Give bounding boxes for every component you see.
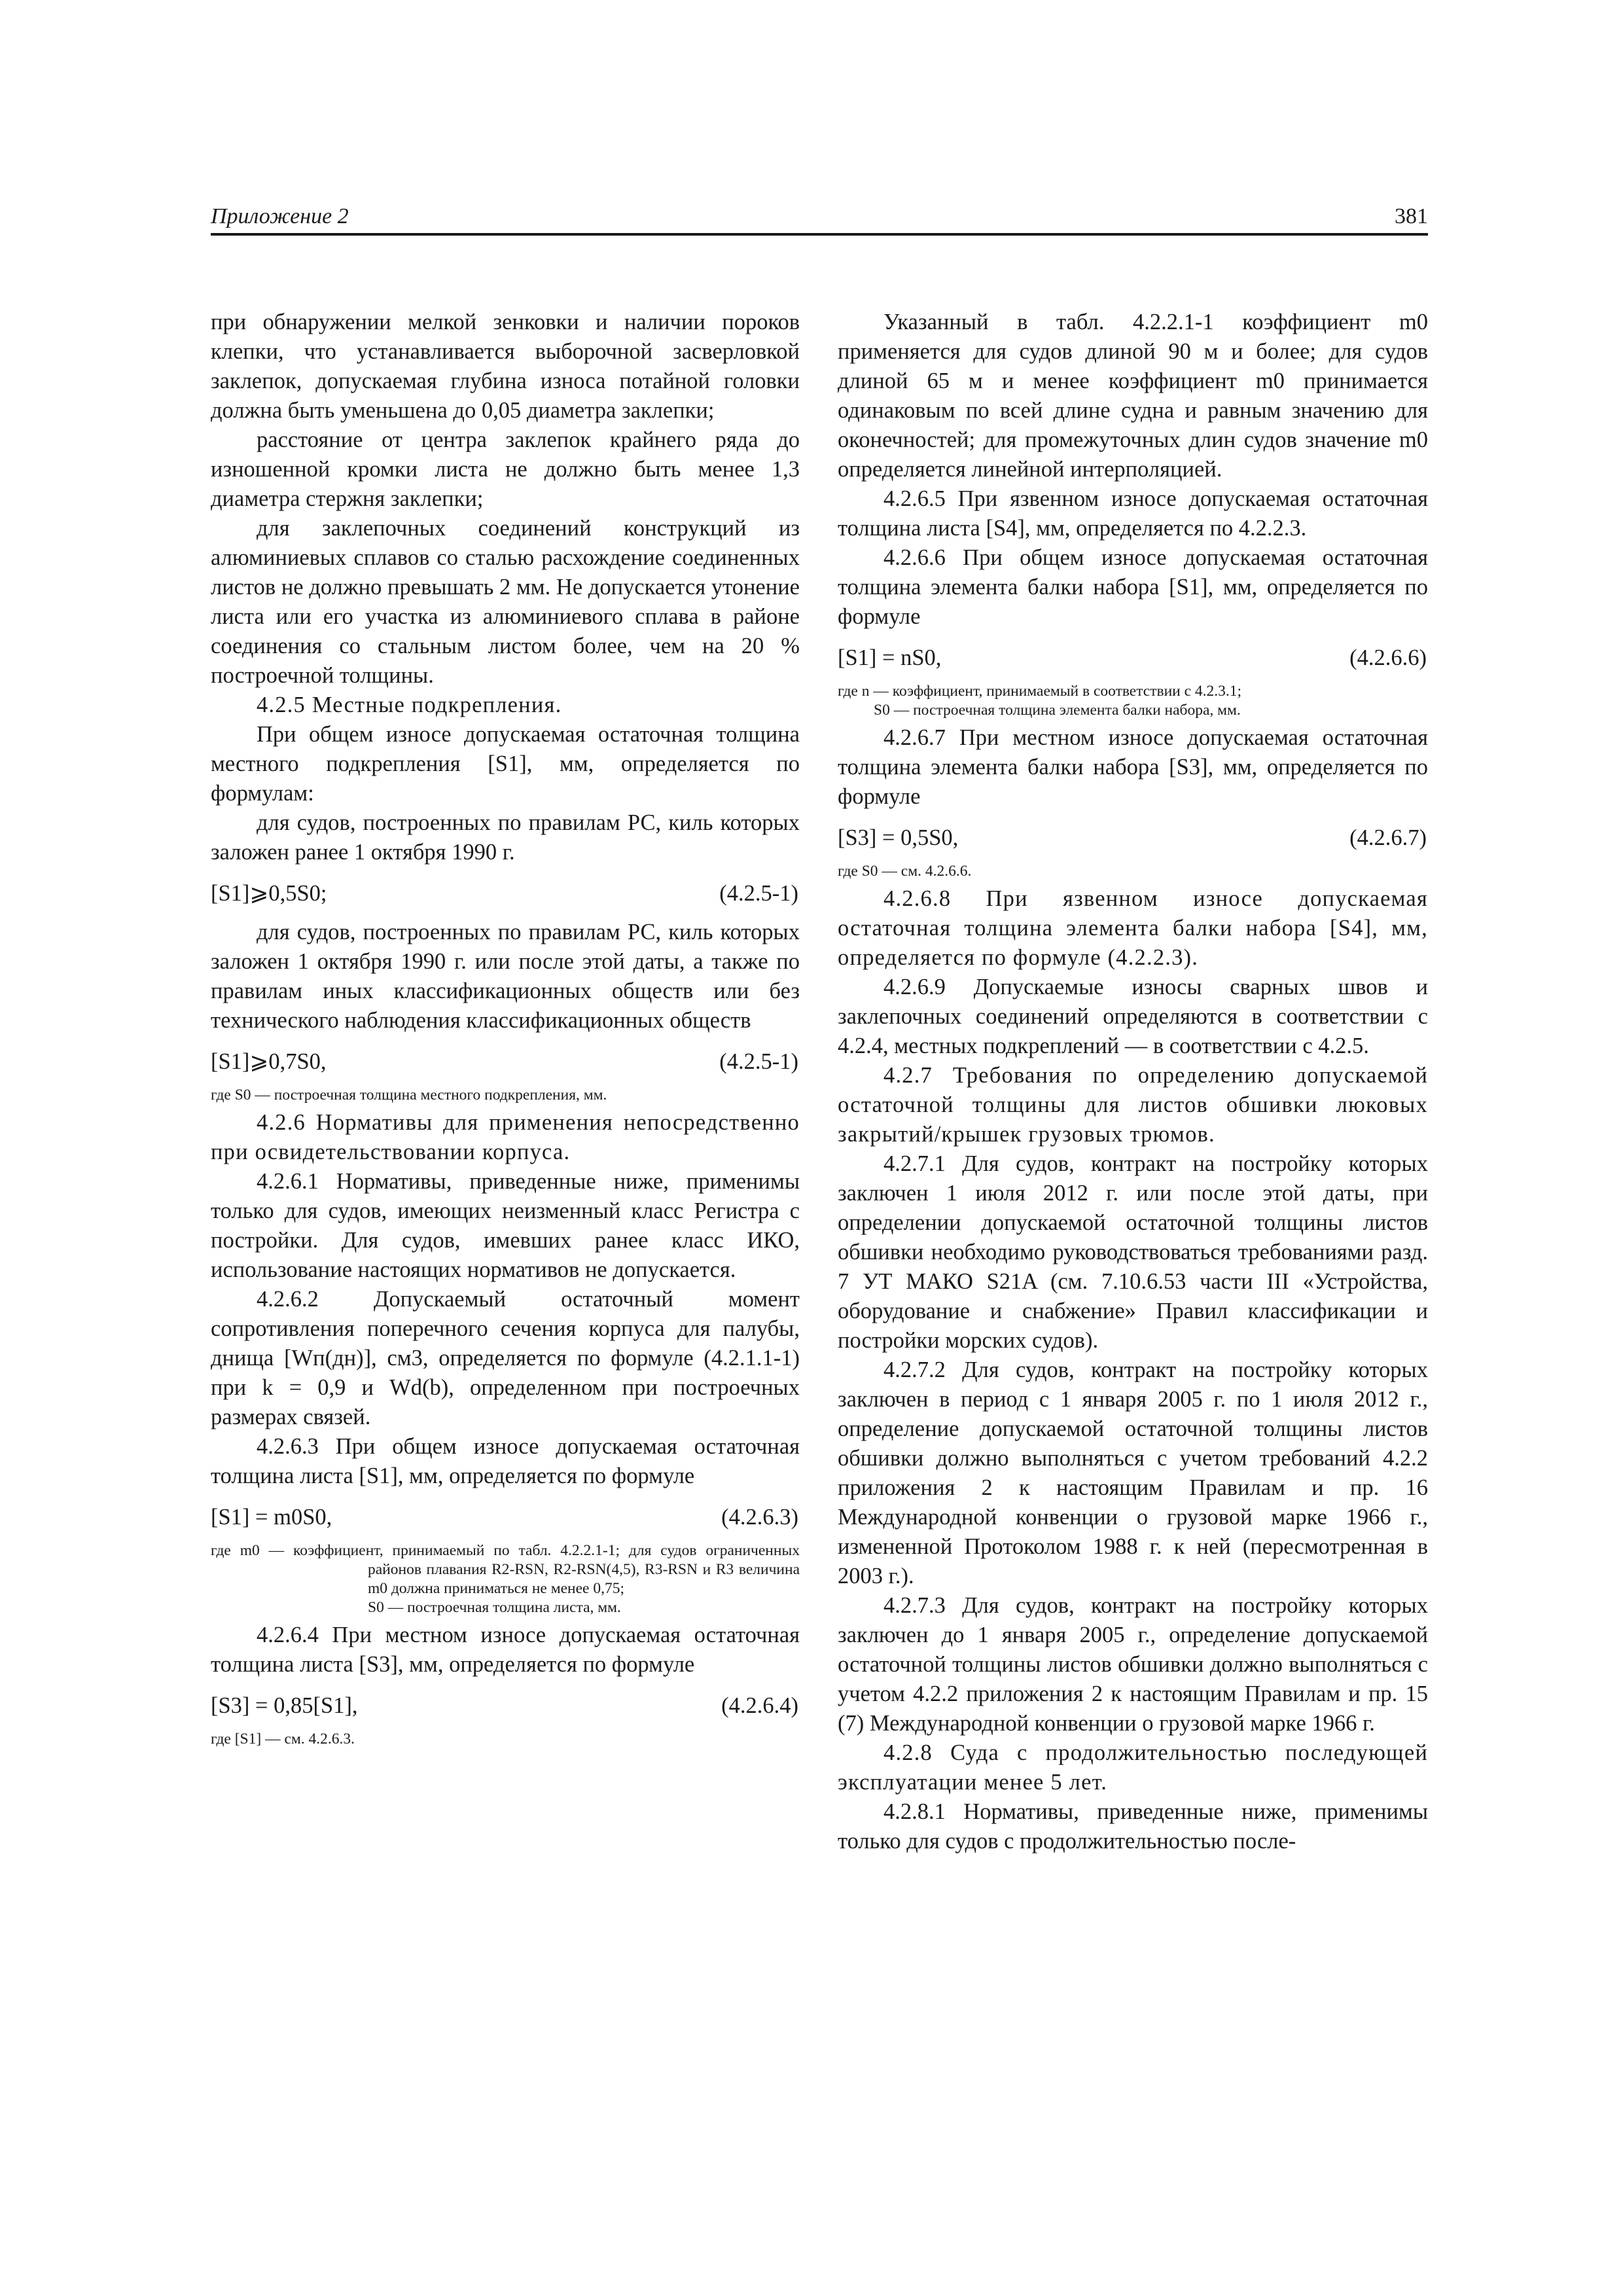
paragraph: при обнаружении мелкой зенковки и наличии пороков клепки, что устанавливается выборочной засверловкой заклепок, допускаемая глубина износа потайной головки должна быть уменьшена до 0,05 диаметра заклепки; (211, 310, 800, 423)
section-heading: 4.2.6 Нормативы для применения непосредственно при освидетельствовании корпуса. (211, 1110, 800, 1164)
formula (211, 879, 800, 908)
formula-number: (4.2.5-1) (719, 1049, 798, 1074)
formula-note: где m0 — коэффициент, принимаемый по табл. 4.2.2.1-1; для судов ограниченных районов плавания R2-RSN, R2-RSN(4,5), R3-RSN и R3 величина m0 должна приниматься не менее 0,75; (211, 1542, 800, 1597)
paragraph: Указанный в табл. 4.2.2.1-1 коэффициент m0 применяется для судов длиной 90 м и более; для судов длиной 65 м и менее коэффициент m0 принимается одинаковым по всей длине судна и равным значению для оконечностей; для промежуточных длин судов значение m0 определяется линейной интерполяцией. (838, 310, 1428, 482)
formula (838, 823, 1428, 853)
running-title: Приложение 2 (211, 204, 349, 228)
paragraph: для судов, построенных по правилам РС, киль которых заложен 1 октября 1990 г. или после этой даты, а также по правилам иных классификационных обществ или без технического наблюдения классификационных обществ (211, 920, 800, 1033)
page-number: 381 (1395, 204, 1428, 228)
formula-note: где S0 — см. 4.2.6.6. (838, 863, 972, 880)
formula (838, 643, 1428, 673)
formula-note: где [S1] — см. 4.2.6.3. (211, 1731, 355, 1748)
formula-expression: [S3] = 0,85[S1], (211, 1693, 358, 1718)
left-column (211, 308, 800, 1749)
section-heading: 4.2.5 Местные подкрепления. (257, 692, 562, 717)
paragraph: При общем износе допускаемая остаточная толщина местного подкрепления [S1], мм, определяется по формулам: (211, 722, 800, 806)
formula (211, 1503, 800, 1532)
paragraph: 4.2.6.1 Нормативы, приведенные ниже, применимы только для судов, имеющих неизменный класс Регистра с постройки. Для судов, имевших ранее класс ИКО, использование настоящих нормативов не допускается. (211, 1169, 800, 1282)
paragraph: 4.2.6.4 При местном износе допускаемая остаточная толщина листа [S3], мм, определяется по формуле (211, 1623, 800, 1677)
formula-expression: [S1]⩾0,7S0, (211, 1049, 327, 1074)
formula-number: (4.2.6.4) (721, 1693, 798, 1718)
formula-number: (4.2.5-1) (719, 881, 798, 906)
paragraph: для судов, построенных по правилам РС, киль которых заложен ранее 1 октября 1990 г. (211, 810, 800, 865)
paragraph: 4.2.6.8 При язвенном износе допускаемая остаточная толщина элемента балки набора [S4], мм, определяется по формуле (4.2.2.3). (838, 886, 1428, 970)
formula-expression: [S1] = m0S0, (211, 1505, 332, 1530)
section-heading: 4.2.7 Требования по определению допускаемой остаточной толщины для листов обшивки люковых закрытий/крышек грузовых трюмов. (838, 1063, 1428, 1147)
formula-note: S0 — построечная толщина элемента балки набора, мм. (874, 702, 1241, 719)
formula (211, 1047, 800, 1077)
formula-expression: [S1]⩾0,5S0; (211, 881, 327, 906)
formula-expression: [S3] = 0,5S0, (838, 825, 959, 850)
right-column (838, 308, 1428, 1856)
page-header (211, 196, 1428, 236)
formula-note: S0 — построечная толщина листа, мм. (368, 1599, 621, 1616)
paragraph: 4.2.6.5 При язвенном износе допускаемая остаточная толщина листа [S4], мм, определяется по 4.2.2.3. (838, 486, 1428, 541)
paragraph: 4.2.6.3 При общем износе допускаемая остаточная толщина листа [S1], мм, определяется по формуле (211, 1434, 800, 1488)
paragraph: 4.2.6.9 Допускаемые износы сварных швов и заклепочных соединений определяются в соответствии с 4.2.4, местных подкреплений — в соответствии с 4.2.5. (838, 975, 1428, 1058)
formula-number: (4.2.6.3) (721, 1505, 798, 1530)
formula-expression: [S1] = nS0, (838, 645, 942, 670)
formula-note: где n — коэффициент, принимаемый в соответствии с 4.2.3.1; (838, 683, 1242, 700)
paragraph: 4.2.7.2 Для судов, контракт на постройку которых заключен в период с 1 января 2005 г. по 1 июля 2012 г., определение допускаемой остаточной толщины листов обшивки должно выполняться с учетом требований 4.2.2 приложения 2 к настоящим Правилам и пр. 16 Международной конвенции о грузовой марке 1966 г., измененной Протоколом 1988 г. к ней (пересмотренная в 2003 г.). (838, 1357, 1428, 1588)
paragraph: 4.2.7.1 Для судов, контракт на постройку которых заключен 1 июля 2012 г. или после этой даты, при определении допускаемой остаточной толщины листов обшивки необходимо руководствоваться требованиями разд. 7 УТ МАКО S21A (см. 7.10.6.53 части III «Устройства, оборудование и снабжение» Правил классификации и постройки морских судов). (838, 1151, 1428, 1353)
formula (211, 1691, 800, 1721)
formula-number: (4.2.6.6) (1349, 645, 1427, 670)
formula-number: (4.2.6.7) (1349, 825, 1427, 850)
paragraph: 4.2.6.7 При местном износе допускаемая остаточная толщина элемента балки набора [S3], мм, определяется по формуле (838, 725, 1428, 809)
paragraph: 4.2.6.6 При общем износе допускаемая остаточная толщина элемента балки набора [S1], мм, определяется по формуле (838, 545, 1428, 629)
paragraph: 4.2.7.3 Для судов, контракт на постройку которых заключен до 1 января 2005 г., определение допускаемой остаточной толщины листов обшивки должно выполняться с учетом 4.2.2 приложения 2 к настоящим Правилам и пр. 15 (7) Международной конвенции о грузовой марке 1966 г. (838, 1593, 1428, 1736)
paragraph: расстояние от центра заклепок крайнего ряда до изношенной кромки листа не должно быть менее 1,3 диаметра стержня заклепки; (211, 427, 800, 511)
paragraph: 4.2.8.1 Нормативы, приведенные ниже, применимы только для судов с продолжительностью после- (838, 1799, 1428, 1854)
paragraph: для заклепочных соединений конструкций из алюминиевых сплавов со сталью расхождение соединенных листов не должно превышать 2 мм. Не допускается утонение листа или его участка из алюминиевого сплава в районе соединения со стальным листом более, чем на 20 % построечной толщины. (211, 516, 800, 688)
section-heading: 4.2.8 Суда с продолжительностью последующей эксплуатации менее 5 лет. (838, 1740, 1428, 1795)
formula-note: где S0 — построечная толщина местного подкрепления, мм. (211, 1086, 607, 1103)
paragraph: 4.2.6.2 Допускаемый остаточный момент сопротивления поперечного сечения корпуса для палубы, днища [Wп(дн)], см3, определяется по формуле (4.2.1.1-1) при k = 0,9 и Wd(b), определенном при построечных размерах связей. (211, 1287, 800, 1429)
